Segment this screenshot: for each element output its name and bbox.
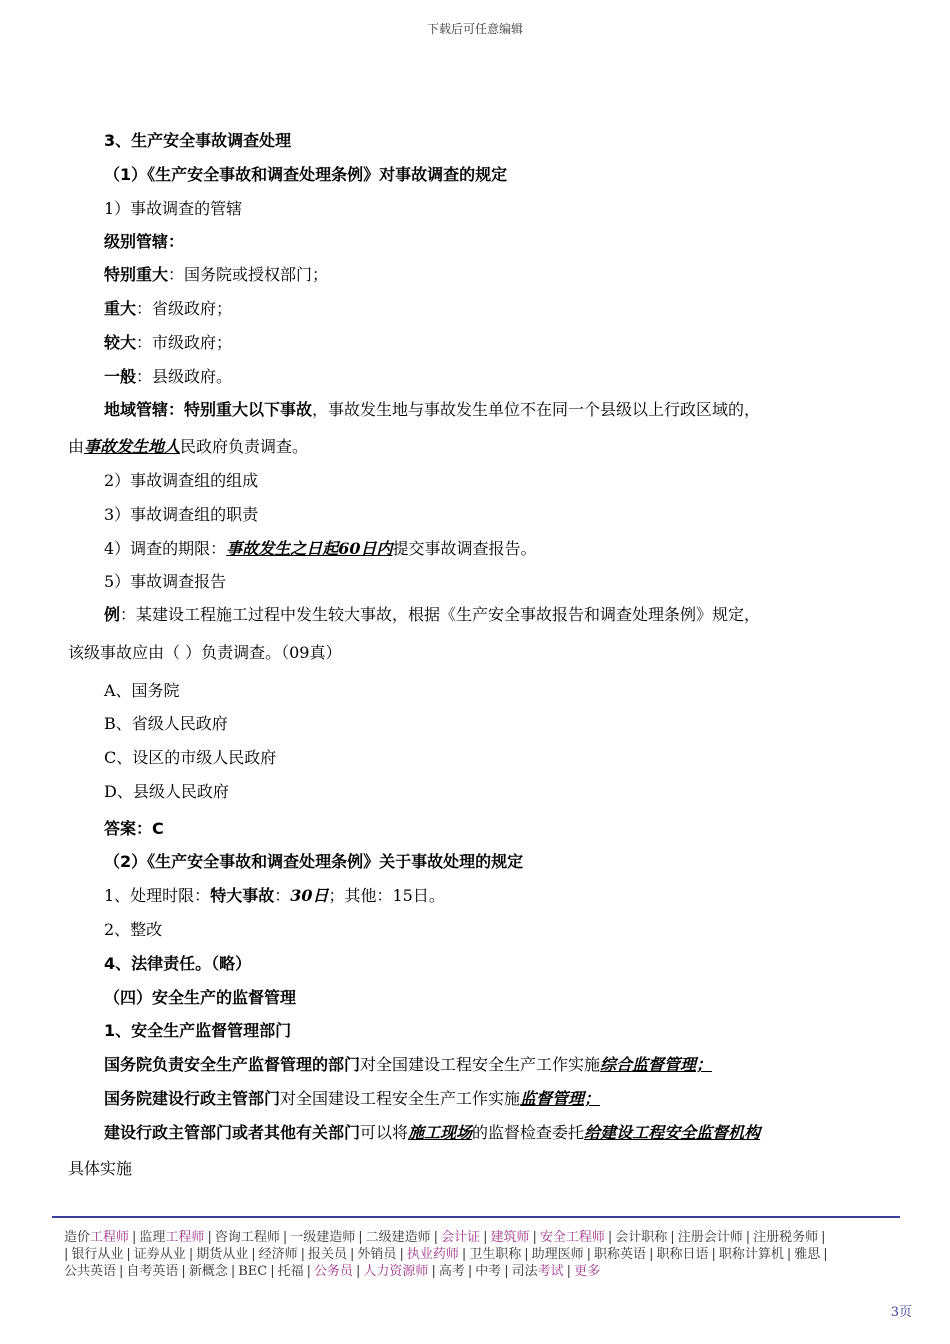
text-line bbox=[104, 333, 232, 353]
text-line bbox=[104, 539, 536, 559]
footer-link-text: 银行从业 bbox=[71, 1247, 124, 1262]
footer-link-text: 职称日语 bbox=[656, 1247, 709, 1262]
footer-link-text: 会计证 bbox=[441, 1230, 481, 1245]
emphasis-text: 一般 bbox=[104, 367, 137, 386]
footer-link-text: 职称英语 bbox=[594, 1247, 647, 1262]
footer-link[interactable] bbox=[753, 1230, 818, 1245]
footer-link-text: 经济师 bbox=[258, 1247, 298, 1262]
text-line bbox=[104, 232, 184, 252]
footer-link[interactable] bbox=[490, 1230, 529, 1245]
body-text: C、设区的市级人民政府 bbox=[104, 748, 277, 767]
link-separator: | bbox=[745, 1230, 751, 1245]
footer-link[interactable] bbox=[719, 1247, 784, 1262]
link-separator: | bbox=[64, 1247, 69, 1262]
footer-link[interactable] bbox=[512, 1264, 564, 1279]
emphasis-text: 特大事故 bbox=[210, 886, 275, 905]
footer-link[interactable] bbox=[126, 1264, 178, 1279]
text-line bbox=[104, 199, 242, 219]
link-separator: | bbox=[300, 1247, 306, 1262]
body-text: ；其他：15日。 bbox=[328, 886, 445, 905]
body-text: 具体实施 bbox=[68, 1159, 133, 1178]
body-text: ：县级政府。 bbox=[136, 367, 233, 386]
link-separator: | bbox=[532, 1230, 537, 1245]
link-separator: | bbox=[821, 1230, 826, 1245]
emphasis-text: 特别重大 bbox=[104, 265, 169, 284]
footer-link-row bbox=[64, 1246, 894, 1263]
footer-link[interactable] bbox=[357, 1247, 396, 1262]
footer-link[interactable] bbox=[656, 1247, 708, 1262]
emphasis-text: 地域管辖：特别重大以下事故 bbox=[104, 400, 313, 419]
footer-link-text: 人力资源师 bbox=[363, 1264, 429, 1279]
footer-link-text: 会计职称 bbox=[615, 1230, 668, 1245]
footer-link-text: 注册会计师 bbox=[677, 1230, 743, 1245]
link-separator: | bbox=[586, 1247, 592, 1262]
footer-link[interactable] bbox=[314, 1264, 353, 1279]
emphasis-text: 给建设工程安全监督机构 bbox=[584, 1123, 761, 1142]
text-line bbox=[104, 572, 226, 592]
footer-link-text: 二级建造师 bbox=[365, 1230, 431, 1245]
footer-link[interactable] bbox=[259, 1247, 298, 1262]
link-separator: | bbox=[711, 1247, 716, 1262]
text-line bbox=[104, 748, 276, 768]
link-separator: | bbox=[399, 1247, 404, 1262]
body-text: 3）事故调查组的职责 bbox=[104, 505, 259, 524]
emphasis-text: 答案：C bbox=[104, 819, 164, 838]
body-text: ：省级政府； bbox=[136, 299, 233, 318]
emphasis-text: 例 bbox=[104, 605, 121, 624]
emphasis-text: （1）《生产安全事故和调查处理条例》对事故调查的规定 bbox=[104, 165, 508, 184]
body-text: 4）调查的期限： bbox=[104, 539, 227, 558]
footer-link-text: 卫生职称 bbox=[469, 1247, 522, 1262]
footer-link[interactable] bbox=[439, 1264, 465, 1279]
footer-link[interactable] bbox=[308, 1247, 347, 1262]
link-separator: | bbox=[786, 1247, 792, 1262]
link-separator: | bbox=[566, 1264, 572, 1279]
emphasis-text: 国务院建设行政主管部门 bbox=[104, 1089, 281, 1108]
text-line bbox=[104, 165, 507, 185]
footer-link-text: 雅思 bbox=[794, 1247, 821, 1262]
emphasis-text: 3、生产安全事故调查处理 bbox=[104, 131, 292, 150]
body-text: 民政府负责调查。 bbox=[180, 437, 309, 456]
text-line bbox=[104, 471, 258, 491]
footer-link[interactable] bbox=[71, 1247, 123, 1262]
emphasis-text: 级别管辖： bbox=[104, 232, 185, 251]
link-separator: | bbox=[350, 1247, 355, 1262]
footer-link[interactable] bbox=[540, 1230, 605, 1245]
link-separator: | bbox=[461, 1247, 467, 1262]
footer-link-text: 监理 bbox=[139, 1230, 166, 1245]
footer-link-text: 期货从业 bbox=[196, 1247, 249, 1262]
link-separator: | bbox=[467, 1264, 473, 1279]
footer-link-text: 安全工程师 bbox=[539, 1230, 605, 1245]
emphasis-text: 施工现场 bbox=[408, 1123, 473, 1142]
text-line bbox=[104, 299, 232, 319]
footer-link-text: 工程师 bbox=[90, 1230, 130, 1245]
emphasis-text: 综合监督管理； bbox=[600, 1055, 713, 1074]
text-line bbox=[104, 782, 229, 802]
footer-link[interactable] bbox=[794, 1247, 820, 1262]
footer-link-text: 造价 bbox=[64, 1230, 91, 1245]
text-line bbox=[104, 1123, 760, 1143]
body-text: 1）事故调查的管辖 bbox=[104, 199, 243, 218]
body-text: D、县级人民政府 bbox=[104, 782, 229, 801]
link-separator: | bbox=[433, 1230, 439, 1245]
emphasis-text: 1、安全生产监督管理部门 bbox=[104, 1021, 292, 1040]
text-line bbox=[104, 920, 162, 940]
link-separator: | bbox=[282, 1230, 288, 1245]
body-text: 由 bbox=[68, 437, 85, 456]
link-separator: | bbox=[251, 1247, 256, 1262]
footer-link[interactable] bbox=[196, 1247, 248, 1262]
text-line bbox=[104, 1089, 600, 1109]
text-line bbox=[104, 954, 251, 974]
link-separator: | bbox=[207, 1230, 212, 1245]
footer-link[interactable] bbox=[532, 1247, 584, 1262]
emphasis-text: 重大 bbox=[104, 299, 137, 318]
footer-link-text: 助理医师 bbox=[531, 1247, 584, 1262]
footer-link-row bbox=[64, 1229, 894, 1246]
text-line bbox=[104, 681, 180, 701]
footer-link-text: 执业药师 bbox=[406, 1247, 459, 1262]
footer-link[interactable] bbox=[594, 1247, 646, 1262]
link-separator: | bbox=[504, 1264, 509, 1279]
link-separator: | bbox=[823, 1247, 828, 1262]
footer-link-text: 自考英语 bbox=[126, 1264, 179, 1279]
footer-link-text: 证券从业 bbox=[133, 1247, 186, 1262]
link-separator: | bbox=[188, 1247, 194, 1262]
emphasis-text: 建设行政主管部门或者其他有关部门 bbox=[104, 1123, 361, 1142]
emphasis-text: 事故发生地人 bbox=[84, 437, 181, 456]
link-separator: | bbox=[670, 1230, 675, 1245]
emphasis-text: 事故发生之日起60日内 bbox=[226, 539, 393, 558]
footer-link[interactable] bbox=[189, 1264, 228, 1279]
body-text: 对全国建设工程安全生产工作实施 bbox=[360, 1055, 601, 1074]
footer-link-row bbox=[64, 1263, 894, 1280]
text-line bbox=[104, 400, 760, 420]
footer-link-text: 公务员 bbox=[314, 1264, 354, 1279]
link-separator: | bbox=[132, 1230, 137, 1245]
body-text: 5）事故调查报告 bbox=[104, 572, 227, 591]
emphasis-text: （2）《生产安全事故和调查处理条例》关于事故处理的规定 bbox=[104, 852, 524, 871]
footer-link[interactable] bbox=[366, 1230, 431, 1245]
text-line bbox=[104, 605, 760, 625]
footer-link[interactable] bbox=[278, 1264, 304, 1279]
footer-link-text: 公共英语 bbox=[64, 1264, 117, 1279]
footer-divider bbox=[52, 1216, 900, 1218]
emphasis-text: 国务院负责安全生产监督管理的部门 bbox=[104, 1055, 361, 1074]
footer-link-bar bbox=[64, 1229, 894, 1280]
footer-link-text: 一级建造师 bbox=[290, 1230, 356, 1245]
footer-link-text: 职称计算机 bbox=[718, 1247, 784, 1262]
text-line bbox=[104, 988, 296, 1008]
footer-link[interactable] bbox=[134, 1247, 186, 1262]
footer-link[interactable] bbox=[469, 1247, 521, 1262]
text-line bbox=[104, 1021, 291, 1041]
footer-link-text: 托福 bbox=[277, 1264, 304, 1279]
footer-link-text: 建筑师 bbox=[490, 1230, 530, 1245]
text-line bbox=[104, 367, 232, 387]
text-line bbox=[104, 131, 291, 151]
link-separator: | bbox=[649, 1247, 654, 1262]
text-line bbox=[68, 643, 341, 663]
footer-link-text: BEC bbox=[238, 1264, 268, 1279]
footer-link-text: 注册税务师 bbox=[753, 1230, 819, 1245]
footer-link[interactable] bbox=[441, 1230, 480, 1245]
text-line bbox=[104, 714, 228, 734]
link-separator: | bbox=[607, 1230, 613, 1245]
body-text: 对全国建设工程安全生产工作实施 bbox=[280, 1089, 521, 1108]
footer-link[interactable] bbox=[574, 1264, 600, 1279]
body-text: 该级事故应由（ ）负责调查。（09真） bbox=[68, 643, 342, 662]
footer-link[interactable] bbox=[615, 1230, 667, 1245]
footer-link-text: 高考 bbox=[438, 1264, 465, 1279]
link-separator: | bbox=[356, 1264, 361, 1279]
body-text: 2、整改 bbox=[104, 920, 163, 939]
body-text: 可以将 bbox=[360, 1123, 409, 1142]
text-line bbox=[104, 505, 258, 525]
footer-link[interactable] bbox=[139, 1230, 204, 1245]
footer-link[interactable] bbox=[363, 1264, 428, 1279]
footer-link-text: 新概念 bbox=[188, 1264, 228, 1279]
footer-link-text: 中考 bbox=[475, 1264, 502, 1279]
body-text: ： bbox=[274, 886, 291, 905]
text-line bbox=[68, 437, 308, 457]
link-separator: | bbox=[181, 1264, 186, 1279]
emphasis-text: 4、法律责任。（略） bbox=[104, 954, 252, 973]
emphasis-text: 30日 bbox=[290, 886, 329, 905]
text-line bbox=[104, 886, 445, 906]
link-separator: | bbox=[358, 1230, 363, 1245]
footer-link[interactable] bbox=[64, 1230, 129, 1245]
body-text: ，事故发生地与事故发生单位不在同一个县级以上行政区域的， bbox=[312, 400, 761, 419]
text-line bbox=[104, 1055, 712, 1075]
footer-link-text: 司法 bbox=[511, 1264, 538, 1279]
footer-link[interactable] bbox=[215, 1230, 280, 1245]
footer-link-text: 咨询工程师 bbox=[214, 1230, 280, 1245]
page-header: 下载后可任意编辑 bbox=[426, 22, 523, 36]
body-text: A、国务院 bbox=[104, 681, 180, 700]
body-text: 提交事故调查报告。 bbox=[392, 539, 537, 558]
link-separator: | bbox=[230, 1264, 236, 1279]
link-separator: | bbox=[524, 1247, 529, 1262]
footer-link[interactable] bbox=[475, 1264, 501, 1279]
footer-link-text: 工程师 bbox=[165, 1230, 205, 1245]
link-separator: | bbox=[431, 1264, 436, 1279]
body-text: ：某建设工程施工过程中发生较大事故，根据《生产安全事故报告和调查处理条例》规定， bbox=[120, 605, 761, 624]
link-separator: | bbox=[119, 1264, 124, 1279]
footer-link[interactable] bbox=[238, 1264, 267, 1279]
emphasis-text: （四）安全生产的监督管理 bbox=[104, 988, 297, 1007]
link-separator: | bbox=[126, 1247, 131, 1262]
footer-link-text: 更多 bbox=[574, 1264, 601, 1279]
body-text: 2）事故调查组的组成 bbox=[104, 471, 259, 490]
body-text: ：国务院或授权部门； bbox=[168, 265, 329, 284]
footer-link[interactable] bbox=[407, 1247, 459, 1262]
footer-link-text: 报关员 bbox=[308, 1247, 348, 1262]
page-number: 3页 bbox=[890, 1305, 912, 1320]
footer-link-text: 考试 bbox=[537, 1264, 564, 1279]
link-separator: | bbox=[270, 1264, 275, 1279]
text-line bbox=[104, 852, 523, 872]
body-text: 1、处理时限： bbox=[104, 886, 211, 905]
emphasis-text: 监督管理； bbox=[520, 1089, 601, 1108]
footer-link[interactable] bbox=[678, 1230, 743, 1245]
text-line bbox=[104, 819, 164, 839]
text-line bbox=[68, 1159, 132, 1179]
footer-link[interactable] bbox=[64, 1264, 116, 1279]
body-text: 的监督检查委托 bbox=[472, 1123, 585, 1142]
text-line bbox=[104, 265, 328, 285]
emphasis-text: 较大 bbox=[104, 333, 137, 352]
body-text: B、省级人民政府 bbox=[104, 714, 228, 733]
link-separator: | bbox=[483, 1230, 488, 1245]
body-text: ：市级政府； bbox=[136, 333, 233, 352]
link-separator: | bbox=[306, 1264, 312, 1279]
footer-link-text: 外销员 bbox=[357, 1247, 397, 1262]
footer-link[interactable] bbox=[290, 1230, 355, 1245]
